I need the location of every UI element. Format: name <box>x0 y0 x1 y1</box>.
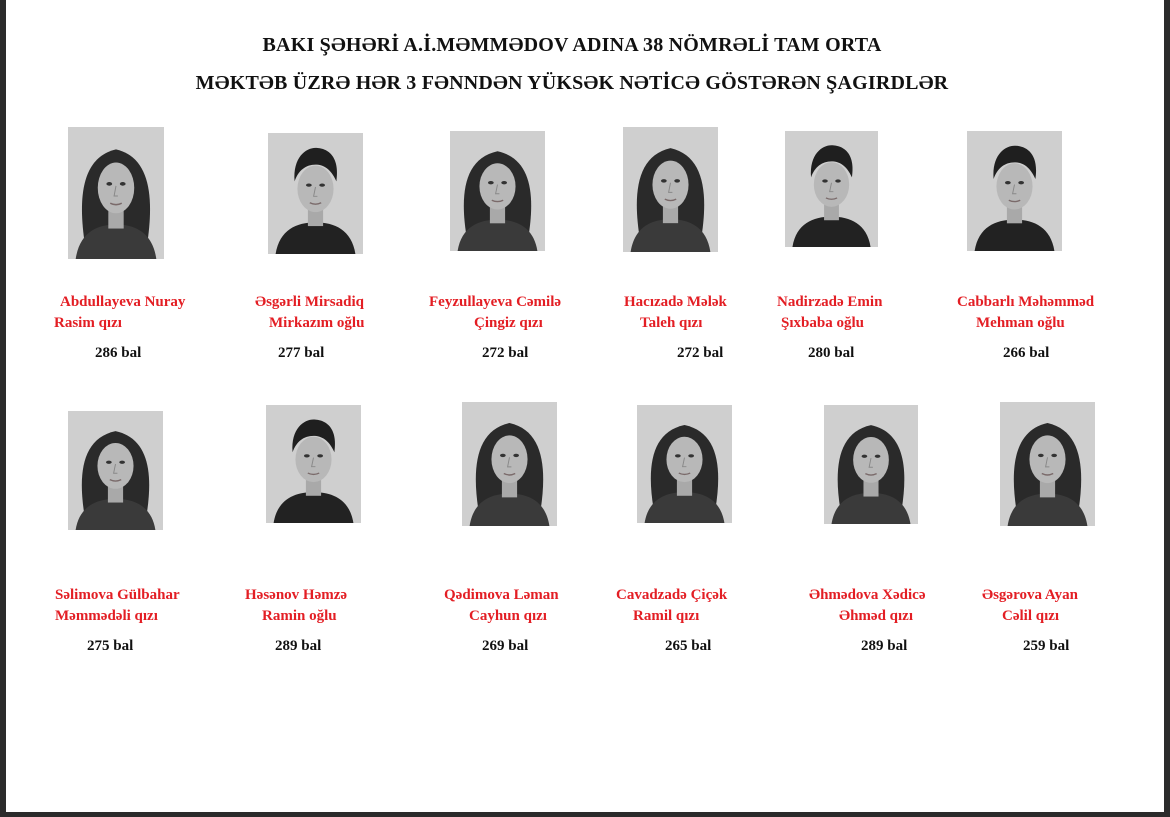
student-photo <box>1000 402 1095 526</box>
student-patronymic: Şıxbaba oğlu <box>781 315 864 331</box>
student-photo <box>967 131 1062 251</box>
student-patronymic: Çingiz qızı <box>474 315 543 331</box>
student-name: Səlimova Gülbahar <box>55 587 180 603</box>
student-patronymic: Rasim qızı <box>54 315 122 331</box>
page-title-line-2: MƏKTƏB ÜZRƏ HƏR 3 FƏNNDƏN YÜKSƏK NƏTİCƏ GÖSTƏRƏN ŞAGIRDLƏR <box>195 72 949 94</box>
student-patronymic: Mehman oğlu <box>976 315 1065 331</box>
student-name: Hacızadə Mələk <box>624 294 727 310</box>
student-score: 275 bal <box>87 638 134 654</box>
page-title-line-1: BAKI ŞƏHƏRİ A.İ.MƏMMƏDOV ADINA 38 NÖMRƏLİ TAM ORTA <box>262 34 882 56</box>
student-photo <box>266 405 361 523</box>
student-score: 272 bal <box>482 345 529 361</box>
student-patronymic: Cayhun qızı <box>469 608 547 624</box>
student-name: Həsənov Həmzə <box>245 587 348 603</box>
student-photo <box>637 405 732 523</box>
student-name: Nadirzadə Emin <box>777 294 883 310</box>
student-score: 277 bal <box>278 345 325 361</box>
student-name: Əsgərli Mirsadiq <box>255 294 364 310</box>
student-photo <box>68 127 164 259</box>
student-photo <box>623 127 718 252</box>
student-photo <box>268 133 363 254</box>
student-patronymic: Ramil qızı <box>633 608 700 624</box>
student-score: 259 bal <box>1023 638 1070 654</box>
student-score: 269 bal <box>482 638 529 654</box>
student-score: 265 bal <box>665 638 712 654</box>
student-patronymic: Ramin oğlu <box>262 608 337 624</box>
document-page <box>6 0 1164 812</box>
student-photo <box>68 411 163 530</box>
student-patronymic: Əhməd qızı <box>839 608 914 624</box>
student-photo <box>462 402 557 526</box>
student-name: Cabbarlı Məhəmməd <box>957 294 1095 310</box>
student-score: 272 bal <box>677 345 724 361</box>
student-score: 286 bal <box>95 345 142 361</box>
student-patronymic: Məmmədəli qızı <box>55 608 158 624</box>
student-patronymic: Cəlil qızı <box>1002 608 1060 624</box>
student-name: Feyzullayeva Cəmilə <box>429 294 562 310</box>
student-score: 289 bal <box>275 638 322 654</box>
student-name: Əsgərova Ayan <box>982 587 1078 603</box>
student-patronymic: Taleh qızı <box>640 315 703 331</box>
student-score: 266 bal <box>1003 345 1050 361</box>
student-score: 289 bal <box>861 638 908 654</box>
student-name: Qədimova Ləman <box>444 587 559 603</box>
student-name: Əhmədova Xədicə <box>809 587 926 603</box>
student-photo <box>824 405 918 524</box>
student-photo <box>450 131 545 251</box>
student-score: 280 bal <box>808 345 855 361</box>
student-name: Abdullayeva Nuray <box>60 294 186 310</box>
student-photo <box>785 131 878 247</box>
student-name: Cavadzadə Çiçək <box>616 587 728 603</box>
student-patronymic: Mirkazım oğlu <box>269 315 365 331</box>
